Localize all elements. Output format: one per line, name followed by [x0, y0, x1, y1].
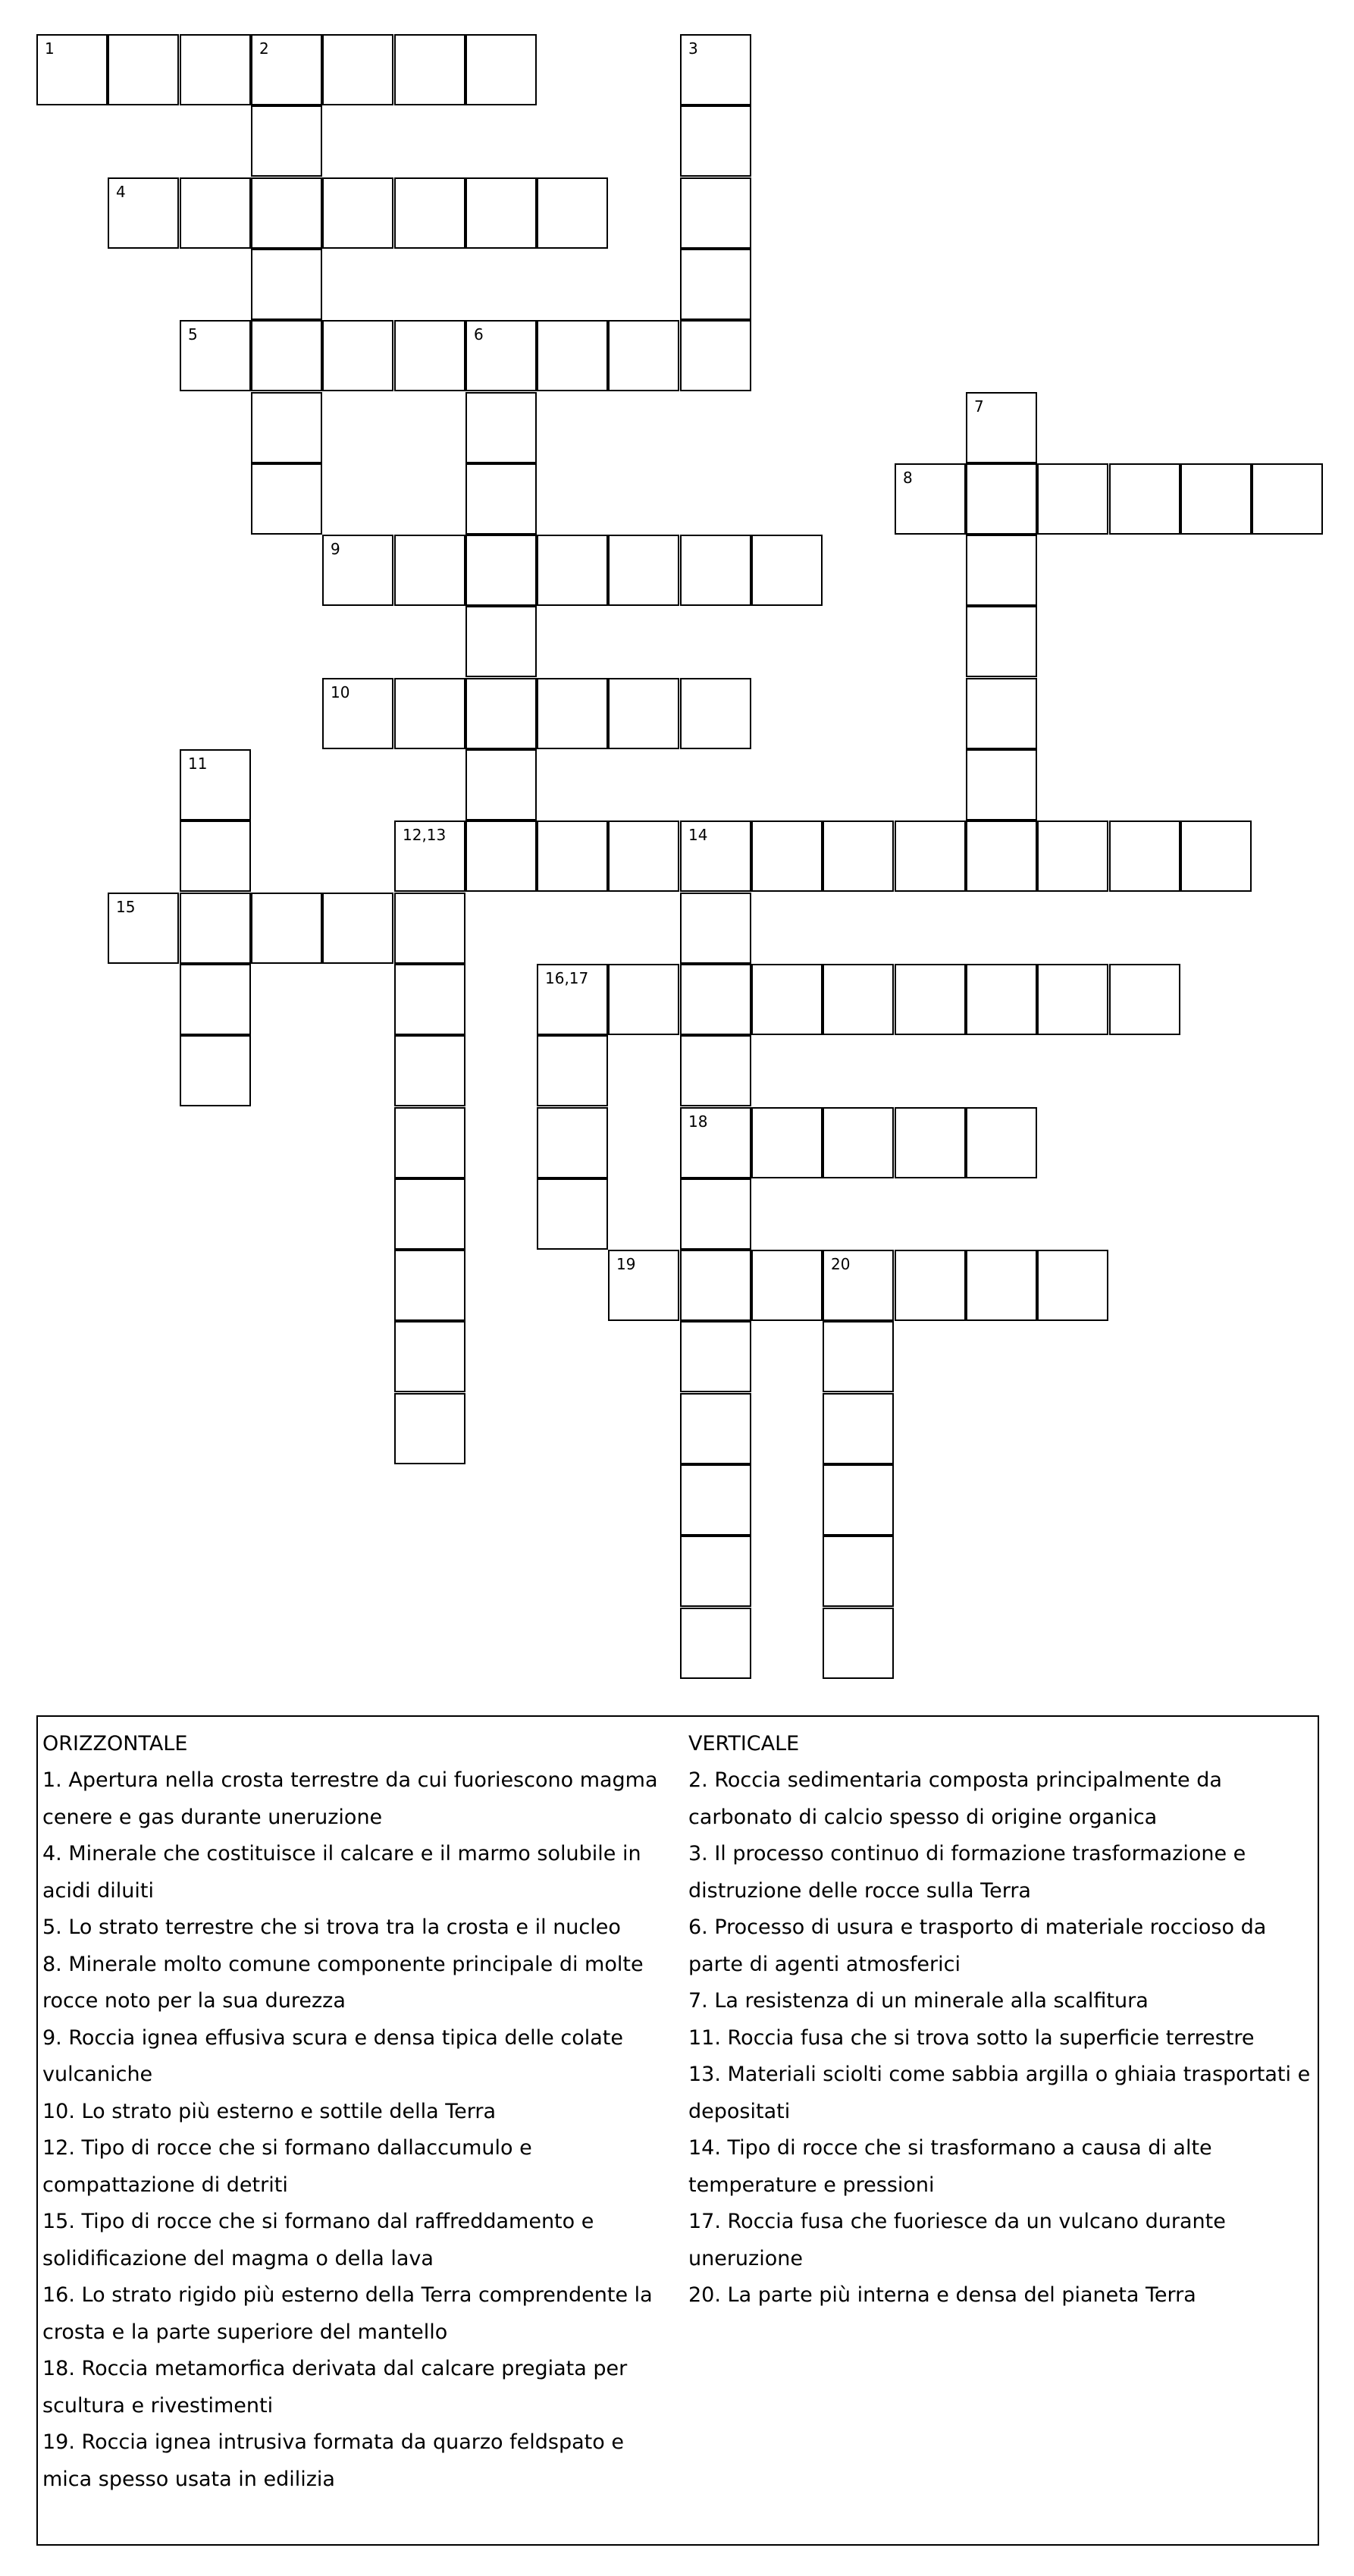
grid-cell[interactable] — [1037, 820, 1108, 892]
clue-line: 13. Materiali sciolti come sabbia argilla o ghiaia trasportati e — [688, 2063, 1311, 2086]
clue-line: 15. Tipo di rocce che si formano dal raffreddamento e — [42, 2210, 594, 2233]
clue-line: 4. Minerale che costituisce il calcare e il marmo solubile in — [42, 1842, 641, 1865]
grid-cell[interactable] — [1109, 463, 1180, 535]
grid-cell[interactable] — [465, 463, 537, 535]
grid-cell[interactable] — [895, 820, 966, 892]
clue-number: 4 — [116, 183, 126, 201]
clue-line: cenere e gas durante uneruzione — [42, 1805, 383, 1829]
grid-cell[interactable] — [680, 34, 751, 105]
grid-cell[interactable] — [465, 177, 537, 249]
clue-number: 11 — [188, 755, 208, 773]
grid-cell[interactable] — [966, 535, 1037, 606]
grid-cell[interactable] — [895, 1250, 966, 1321]
clue-number: 8 — [903, 469, 913, 487]
across-heading: ORIZZONTALE — [42, 1732, 188, 1756]
clue-line: vulcaniche — [42, 2063, 153, 2086]
clue-number: 1 — [45, 39, 55, 58]
grid-cell[interactable] — [322, 320, 393, 391]
grid-cell[interactable] — [751, 535, 823, 606]
clue-number: 12,13 — [403, 826, 447, 844]
grid-cell[interactable] — [251, 249, 322, 320]
down-clue-list — [688, 1762, 1315, 2314]
clue-number: 19 — [616, 1255, 636, 1273]
grid-cell[interactable] — [394, 177, 465, 249]
clue-line: carbonato di calcio spesso di origine organica — [688, 1805, 1158, 1829]
grid-cell[interactable] — [251, 893, 322, 964]
grid-cell[interactable] — [680, 1035, 751, 1106]
grid-cell[interactable] — [608, 678, 679, 749]
grid-cell[interactable] — [537, 1178, 608, 1250]
grid-cell[interactable] — [680, 964, 751, 1035]
clue-number: 9 — [331, 540, 340, 558]
clue-line: uneruzione — [688, 2246, 803, 2270]
grid-cell[interactable] — [966, 606, 1037, 677]
grid-cell[interactable] — [680, 1321, 751, 1392]
grid-cell[interactable] — [537, 1035, 608, 1106]
grid-cell[interactable] — [680, 1536, 751, 1607]
grid-cell[interactable] — [251, 34, 322, 105]
clue-line: scultura e rivestimenti — [42, 2393, 274, 2418]
grid-cell[interactable] — [108, 893, 179, 964]
grid-cell[interactable] — [608, 1250, 679, 1321]
clue-line: rocce noto per la sua durezza — [42, 1989, 346, 2013]
grid-cell[interactable] — [537, 535, 608, 606]
grid-cell[interactable] — [180, 893, 251, 964]
grid-cell[interactable] — [537, 177, 608, 249]
grid-cell[interactable] — [823, 1107, 894, 1178]
grid-cell[interactable] — [465, 535, 537, 606]
grid-cell[interactable] — [1037, 463, 1108, 535]
across-clues — [42, 1726, 672, 2498]
grid-cell[interactable] — [680, 1608, 751, 1679]
grid-cell[interactable] — [180, 964, 251, 1035]
clue-line: parte di agenti atmosferici — [688, 1952, 961, 1976]
clue-line: 3. Il processo continuo di formazione trasformazione e — [688, 1842, 1246, 1865]
grid-cell[interactable] — [751, 964, 823, 1035]
grid-cell[interactable] — [36, 34, 108, 105]
grid-cell[interactable] — [680, 1393, 751, 1464]
grid-cell[interactable] — [394, 1178, 465, 1250]
grid-cell[interactable] — [1180, 463, 1252, 535]
clue-number: 14 — [688, 826, 708, 844]
grid-cell[interactable] — [251, 105, 322, 177]
grid-cell[interactable] — [680, 1464, 751, 1536]
clue-line: solidificazione del magma o della lava — [42, 2246, 434, 2270]
clues-box — [36, 1715, 1319, 2546]
grid-cell[interactable] — [394, 535, 465, 606]
grid-cell[interactable] — [180, 34, 251, 105]
grid-cell[interactable] — [966, 1250, 1037, 1321]
across-clue-list — [42, 1762, 672, 2498]
clue-line: crosta e la parte superiore del mantello — [42, 2320, 448, 2344]
grid-cell[interactable] — [823, 1608, 894, 1679]
clue-number: 18 — [688, 1112, 708, 1131]
grid-cell[interactable] — [680, 678, 751, 749]
grid-cell[interactable] — [251, 177, 322, 249]
clue-line: mica spesso usata in edilizia — [42, 2467, 335, 2491]
grid-cell[interactable] — [394, 320, 465, 391]
clue-number: 20 — [831, 1255, 851, 1273]
grid-cell[interactable] — [680, 249, 751, 320]
clue-line: 6. Processo di usura e trasporto di materiale roccioso da — [688, 1916, 1267, 1939]
clue-line: 19. Roccia ignea intrusiva formata da quarzo feldspato e — [42, 2430, 624, 2454]
clue-line: 2. Roccia sedimentaria composta principalmente da — [688, 1768, 1222, 1792]
grid-cell[interactable] — [966, 678, 1037, 749]
grid-cell[interactable] — [966, 392, 1037, 463]
grid-cell[interactable] — [751, 1250, 823, 1321]
grid-cell[interactable] — [394, 678, 465, 749]
grid-cell[interactable] — [966, 1107, 1037, 1178]
clue-line: 16. Lo strato rigido più esterno della Terra comprendente la — [42, 2283, 653, 2307]
grid-cell[interactable] — [751, 820, 823, 892]
grid-cell[interactable] — [823, 1321, 894, 1392]
grid-cell[interactable] — [394, 893, 465, 964]
grid-cell[interactable] — [465, 606, 537, 677]
clue-number: 7 — [974, 397, 984, 416]
grid-cell[interactable] — [680, 820, 751, 892]
clue-line: 1. Apertura nella crosta terrestre da cui fuoriescono magma — [42, 1768, 658, 1792]
grid-cell[interactable] — [1037, 964, 1108, 1035]
clue-line: acidi diluiti — [42, 1878, 154, 1903]
grid-cell[interactable] — [537, 820, 608, 892]
grid-cell[interactable] — [108, 177, 179, 249]
grid-cell[interactable] — [394, 1107, 465, 1178]
clue-number: 2 — [259, 39, 269, 58]
clue-line: compattazione di detriti — [42, 2173, 288, 2197]
down-heading: VERTICALE — [688, 1732, 800, 1756]
grid-cell[interactable] — [823, 1393, 894, 1464]
grid-cell[interactable] — [537, 678, 608, 749]
grid-cell[interactable] — [251, 392, 322, 463]
grid-cell[interactable] — [537, 320, 608, 391]
grid-cell[interactable] — [394, 1250, 465, 1321]
clue-line: 18. Roccia metamorfica derivata dal calcare pregiata per — [42, 2357, 628, 2380]
grid-cell[interactable] — [966, 749, 1037, 820]
grid-cell[interactable] — [966, 463, 1037, 535]
grid-cell[interactable] — [1109, 964, 1180, 1035]
grid-cell[interactable] — [751, 1107, 823, 1178]
grid-cell[interactable] — [966, 964, 1037, 1035]
grid-cell[interactable] — [394, 820, 465, 892]
grid-cell[interactable] — [465, 320, 537, 391]
grid-cell[interactable] — [322, 535, 393, 606]
grid-cell[interactable] — [680, 320, 751, 391]
grid-cell[interactable] — [394, 1321, 465, 1392]
clue-line: 20. La parte più interna e densa del pianeta Terra — [688, 2283, 1196, 2307]
grid-cell[interactable] — [465, 678, 537, 749]
grid-cell[interactable] — [251, 463, 322, 535]
grid-cell[interactable] — [608, 820, 679, 892]
grid-cell[interactable] — [394, 1035, 465, 1106]
grid-cell[interactable] — [608, 535, 679, 606]
grid-cell[interactable] — [895, 964, 966, 1035]
grid-cell[interactable] — [394, 964, 465, 1035]
grid-cell[interactable] — [180, 820, 251, 892]
grid-cell[interactable] — [322, 177, 393, 249]
clue-number: 10 — [331, 683, 350, 701]
grid-cell[interactable] — [608, 964, 679, 1035]
clue-line: 14. Tipo di rocce che si trasformano a causa di alte — [688, 2136, 1212, 2160]
grid-cell[interactable] — [895, 1107, 966, 1178]
grid-cell[interactable] — [1180, 820, 1252, 892]
grid-cell[interactable] — [465, 749, 537, 820]
clue-line: 7. La resistenza di un minerale alla scalfitura — [688, 1989, 1149, 2013]
clue-line: 10. Lo strato più esterno e sottile della Terra — [42, 2099, 497, 2123]
clue-line: 17. Roccia fusa che fuoriesce da un vulcano durante — [688, 2210, 1226, 2233]
grid-cell[interactable] — [180, 177, 251, 249]
grid-cell[interactable] — [823, 964, 894, 1035]
clue-line: 5. Lo strato terrestre che si trova tra la crosta e il nucleo — [42, 1916, 621, 1939]
grid-cell[interactable] — [180, 1035, 251, 1106]
clue-number: 6 — [474, 325, 484, 344]
grid-cell[interactable] — [322, 678, 393, 749]
grid-cell[interactable] — [180, 320, 251, 391]
clue-number: 15 — [116, 898, 136, 916]
grid-cell[interactable] — [680, 105, 751, 177]
grid-cell[interactable] — [823, 1464, 894, 1536]
grid-cell[interactable] — [680, 1178, 751, 1250]
grid-cell[interactable] — [966, 820, 1037, 892]
grid-cell[interactable] — [895, 463, 966, 535]
grid-cell[interactable] — [394, 34, 465, 105]
clue-line: 12. Tipo di rocce che si formano dallaccumulo e — [42, 2136, 532, 2160]
grid-cell[interactable] — [680, 893, 751, 964]
clue-line: 8. Minerale molto comune componente principale di molte — [42, 1952, 644, 1976]
grid-cell[interactable] — [1037, 1250, 1108, 1321]
grid-cell[interactable] — [465, 34, 537, 105]
grid-cell[interactable] — [394, 1393, 465, 1464]
grid-cell[interactable] — [108, 34, 179, 105]
grid-cell[interactable] — [322, 893, 393, 964]
grid-cell[interactable] — [608, 320, 679, 391]
down-clues — [688, 1726, 1315, 2314]
clue-number: 5 — [188, 325, 198, 344]
grid-cell[interactable] — [823, 820, 894, 892]
grid-cell[interactable] — [680, 535, 751, 606]
grid-cell[interactable] — [823, 1250, 894, 1321]
grid-cell[interactable] — [251, 320, 322, 391]
grid-cell[interactable] — [537, 1107, 608, 1178]
grid-cell[interactable] — [680, 1107, 751, 1178]
grid-cell[interactable] — [680, 177, 751, 249]
grid-cell[interactable] — [823, 1536, 894, 1607]
clue-line: 9. Roccia ignea effusiva scura e densa tipica delle colate — [42, 2025, 623, 2050]
clue-line: 11. Roccia fusa che si trova sotto la superficie terrestre — [688, 2025, 1255, 2050]
grid-cell[interactable] — [180, 749, 251, 820]
grid-cell[interactable] — [465, 820, 537, 892]
grid-cell[interactable] — [465, 392, 537, 463]
clue-number: 3 — [688, 39, 698, 58]
clue-line: distruzione delle rocce sulla Terra — [688, 1878, 1031, 1903]
clue-line: temperature e pressioni — [688, 2173, 935, 2197]
clue-number: 16,17 — [545, 969, 589, 987]
grid-cell[interactable] — [1252, 463, 1323, 535]
grid-cell[interactable] — [537, 964, 608, 1035]
grid-cell[interactable] — [680, 1250, 751, 1321]
clue-line: depositati — [688, 2099, 791, 2123]
grid-cell[interactable] — [322, 34, 393, 105]
grid-cell[interactable] — [1109, 820, 1180, 892]
